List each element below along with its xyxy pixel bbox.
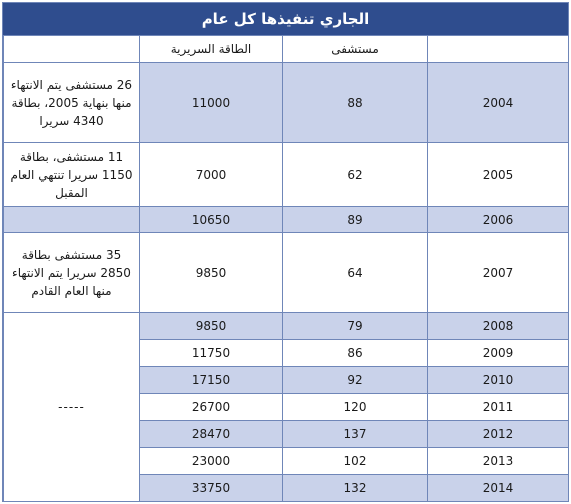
row-hospitals: 92: [283, 367, 428, 394]
row-hospitals: 102: [283, 448, 428, 475]
table-row: [4, 63, 569, 143]
row-hospitals: 88: [283, 63, 428, 143]
row-beds: 17150: [140, 367, 283, 394]
row-hospitals: 89: [283, 207, 428, 233]
row-hospitals: 79: [283, 313, 428, 340]
data-table: [3, 35, 569, 502]
row-year: 2007: [428, 233, 569, 313]
table-row: [4, 143, 569, 207]
row-year: 2010: [428, 367, 569, 394]
row-year: 2012: [428, 421, 569, 448]
table-title: الجاري تنفيذها كل عام: [3, 3, 568, 35]
row-hospitals: 62: [283, 143, 428, 207]
row-beds: 10650: [140, 207, 283, 233]
row-year: 2011: [428, 394, 569, 421]
row-note: 11 مستشفى، بطاقة 1150 سريرا تنتهي العام المقبل: [4, 143, 140, 207]
row-hospitals: 120: [283, 394, 428, 421]
row-year: 2004: [428, 63, 569, 143]
table-row: [4, 313, 569, 340]
row-beds: 9850: [140, 233, 283, 313]
row-beds: 23000: [140, 448, 283, 475]
row-hospitals: 64: [283, 233, 428, 313]
row-note: [4, 207, 140, 233]
row-year: 2009: [428, 340, 569, 367]
row-beds: 9850: [140, 313, 283, 340]
row-beds: 7000: [140, 143, 283, 207]
row-hospitals: 86: [283, 340, 428, 367]
header-year: [428, 36, 569, 63]
row-beds: 26700: [140, 394, 283, 421]
row-hospitals: 137: [283, 421, 428, 448]
row-year: 2013: [428, 448, 569, 475]
table-row: [4, 233, 569, 313]
row-beds: 11000: [140, 63, 283, 143]
row-beds: 28470: [140, 421, 283, 448]
row-hospitals: 132: [283, 475, 428, 502]
table-row: [4, 207, 569, 233]
header-note: [4, 36, 140, 63]
header-row: [4, 36, 569, 63]
table-frame: [2, 2, 569, 502]
row-beds: 33750: [140, 475, 283, 502]
row-note: 26 مستشفى يتم الانتهاء منها بنهاية 2005، بطاقة 4340 سريرا: [4, 63, 140, 143]
header-hospitals: مستشفى: [283, 36, 428, 63]
row-year: 2006: [428, 207, 569, 233]
row-year: 2008: [428, 313, 569, 340]
row-beds: 11750: [140, 340, 283, 367]
row-year: 2014: [428, 475, 569, 502]
merged-note: -----: [4, 313, 140, 502]
row-year: 2005: [428, 143, 569, 207]
header-beds: الطاقة السريرية: [140, 36, 283, 63]
row-note: 35 مستشفى بطاقة 2850 سريرا يتم الانتهاء منها العام القادم: [4, 233, 140, 313]
